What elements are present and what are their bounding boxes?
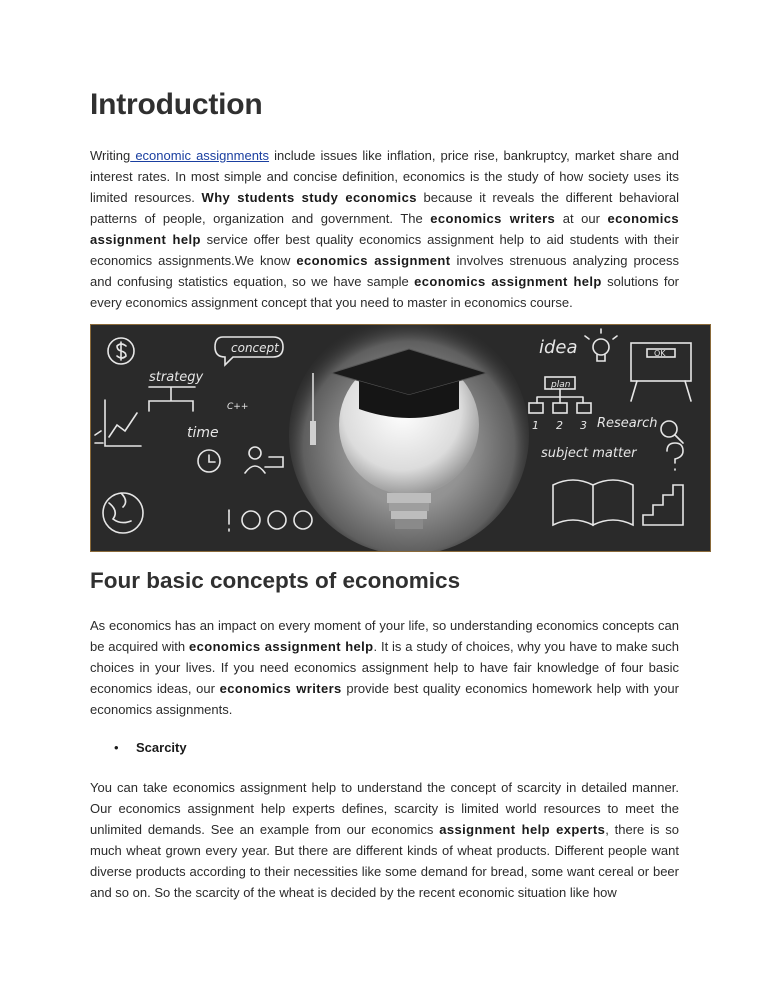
bullet-label: Scarcity	[136, 740, 187, 755]
text-run: . It is a study of choices, why you have to make such choices in your lives. If you need economics assignment help to have fair knowledge of four basic economics ideas, our	[90, 639, 680, 696]
text-run: solutions for every economics assignment concept that you need to master in economics course.	[90, 274, 680, 310]
bullet-icon: •	[114, 740, 119, 755]
research-text: Research	[597, 416, 658, 431]
scarcity-paragraph	[90, 777, 679, 903]
step-1-text: 1	[532, 419, 539, 432]
step-2-text: 2	[556, 419, 563, 432]
subject-matter-text: subject matter	[541, 446, 637, 461]
text-run: service offer best quality economics assignment help to aid students with their economics assignments.We know	[90, 232, 679, 268]
text-run: You can take economics assignment help to understand the concept of scarcity in detailed manner. Our economics assignment help experts defines, scarcity is limited world resources to meet the unlimited demands. See an example from our economics	[90, 780, 679, 837]
bold-phrase: economics assignment help	[414, 274, 602, 289]
step-3-text: 3	[580, 419, 587, 432]
text-run: include issues like inflation, price rise, bankruptcy, market share and interest rates. In most simple and concise definition, economics is the study of how society uses its limited resources.	[90, 148, 679, 205]
bold-phrase: economics writers	[219, 681, 342, 696]
bold-phrase: assignment help experts	[439, 822, 606, 837]
intro-paragraph	[90, 145, 679, 313]
text-run: because it reveals the different behavioral patterns of people, organization and government. The	[90, 190, 680, 226]
concepts-heading: Four basic concepts of economics	[90, 568, 461, 593]
text-run: Writing	[90, 148, 131, 163]
text-run: involves strenuous analyzing process and confusing statistics equation, so we have sample	[90, 253, 679, 289]
plan-text: plan	[551, 380, 571, 390]
economic-assignments-link[interactable]: economic assignments	[130, 148, 270, 163]
ok-text: OK	[654, 349, 666, 358]
bold-phrase: Why students study economics	[201, 190, 417, 205]
bold-phrase: economics assignment help	[90, 211, 679, 247]
time-text: time	[187, 425, 219, 441]
bold-phrase: economics assignment help	[188, 639, 374, 654]
text-run: at our	[555, 211, 608, 226]
bold-phrase: economics writers	[430, 211, 556, 226]
concepts-paragraph	[90, 615, 679, 720]
cpp-text: C++	[227, 402, 249, 412]
text-run: As economics has an impact on every moment of your life, so understanding economics concepts can be acquired with	[90, 618, 679, 654]
chalkboard-banner-image	[90, 324, 711, 552]
concept-text: concept	[231, 341, 279, 355]
idea-text: idea	[539, 337, 578, 358]
strategy-text: strategy	[149, 370, 204, 385]
chalkboard-illustration	[91, 325, 710, 551]
bold-phrase: economics assignment	[296, 253, 451, 268]
intro-heading: Introduction	[90, 88, 263, 121]
text-run: provide best quality economics homework help with your economics assignments.	[90, 681, 679, 717]
text-run: , there is so much wheat grown every year. But there are different kinds of wheat products. Different people want diverse products according to their necessities like some demand for bread, some want cereal or beer and so on. So the scarcity of the wheat is decided by the recent economic situation like how	[90, 822, 680, 900]
